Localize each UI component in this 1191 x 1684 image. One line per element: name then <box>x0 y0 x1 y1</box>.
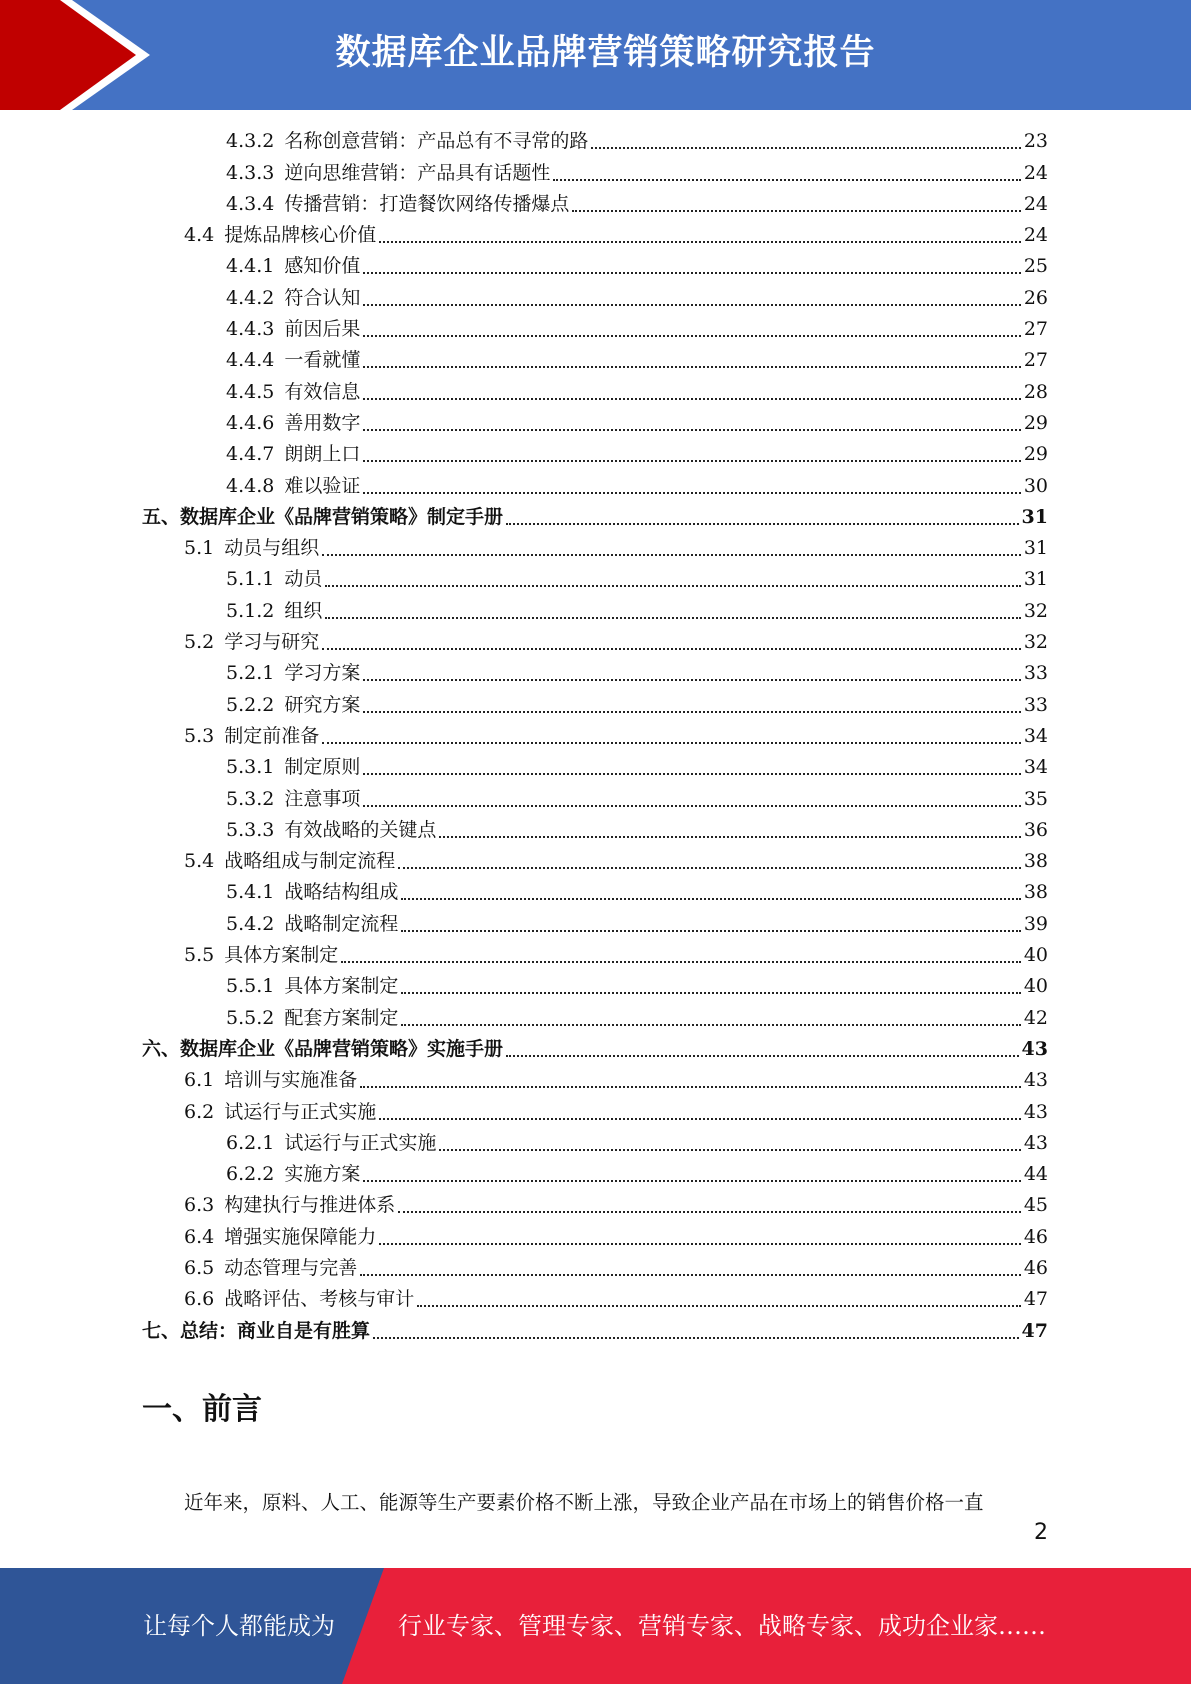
toc-entry-page: 33 <box>1023 662 1048 685</box>
toc-entry-page: 32 <box>1023 599 1048 622</box>
toc-entry[interactable] <box>142 1002 1048 1033</box>
toc-entry-label <box>226 752 360 783</box>
toc-entry-label <box>184 533 319 564</box>
toc-entry-number: 6.6 <box>184 1288 215 1311</box>
toc-leader-dots <box>591 147 1020 149</box>
toc-leader-dots <box>401 1024 1020 1026</box>
toc-entry-number: 5.1.1 <box>226 568 275 591</box>
toc-entry-text: 传播营销：打造餐饮网络传播爆点 <box>284 192 570 215</box>
toc-entry-number: 4.4 <box>184 224 215 247</box>
toc-entry[interactable] <box>142 1315 1048 1346</box>
toc-entry-label <box>184 1222 376 1253</box>
toc-entry[interactable] <box>142 1128 1048 1159</box>
toc-leader-dots <box>398 867 1021 869</box>
toc-entry[interactable] <box>142 815 1048 846</box>
toc-entry[interactable] <box>142 282 1048 313</box>
toc-entry-label <box>226 690 360 721</box>
toc-leader-dots <box>363 366 1020 368</box>
toc-leader-dots <box>360 1086 1021 1088</box>
toc-leader-dots <box>379 1118 1021 1120</box>
toc-entry-label <box>226 377 360 408</box>
toc-leader-dots <box>363 492 1020 494</box>
toc-entry-page: 31 <box>1023 568 1048 591</box>
toc-leader-dots <box>322 554 1021 556</box>
report-title: 数据库企业品牌营销策略研究报告 <box>335 33 876 73</box>
toc-entry-page: 43 <box>1021 1037 1048 1060</box>
toc-entry-number: 4.4.7 <box>226 443 275 466</box>
toc-entry-label <box>226 877 398 908</box>
toc-entry[interactable] <box>142 658 1048 689</box>
toc-entry-number: 6.2.1 <box>226 1131 275 1154</box>
toc-entry-label <box>226 1159 360 1190</box>
toc-entry-page: 47 <box>1021 1319 1048 1342</box>
toc-entry-label <box>226 314 360 345</box>
toc-entry-page: 33 <box>1023 693 1048 716</box>
toc-leader-dots <box>401 898 1020 900</box>
toc-entry-text: 增强实施保障能力 <box>224 1225 377 1248</box>
toc-entry-page: 28 <box>1023 380 1048 403</box>
toc-entry-text: 朗朗上口 <box>284 443 361 466</box>
toc-entry-page: 39 <box>1023 912 1048 935</box>
toc-entry-text: 逆向思维营销：产品具有话题性 <box>284 161 551 184</box>
toc-entry-number: 4.3.3 <box>226 161 275 184</box>
toc-entry-page: 40 <box>1023 975 1048 998</box>
toc-entry-text: 名称创意营销：产品总有不寻常的路 <box>284 130 589 153</box>
toc-entry-label <box>226 189 569 220</box>
table-of-contents <box>142 126 1048 1347</box>
toc-entry-text: 学习方案 <box>284 662 361 685</box>
toc-entry[interactable] <box>142 1253 1048 1284</box>
toc-entry[interactable] <box>142 408 1048 439</box>
toc-entry[interactable] <box>142 752 1048 783</box>
page-footer <box>0 1568 1191 1684</box>
toc-entry-number: 4.4.2 <box>226 286 275 309</box>
toc-entry-page: 31 <box>1021 505 1048 528</box>
toc-entry-number: 4.4.4 <box>226 349 275 372</box>
toc-leader-dots <box>322 648 1021 650</box>
toc-entry-text: 感知价值 <box>284 255 361 278</box>
toc-entry-label <box>226 408 360 439</box>
toc-entry-label <box>142 1034 503 1065</box>
toc-entry-label <box>226 1003 398 1034</box>
toc-entry-label <box>226 815 436 846</box>
toc-entry[interactable] <box>142 470 1048 501</box>
toc-entry-page: 30 <box>1023 474 1048 497</box>
toc-entry-label <box>184 940 338 971</box>
toc-entry-number: 6.3 <box>184 1194 215 1217</box>
toc-entry[interactable] <box>142 971 1048 1002</box>
toc-entry-text: 善用数字 <box>284 411 361 434</box>
toc-entry-number: 5.4 <box>184 850 215 873</box>
toc-leader-dots <box>363 335 1020 337</box>
toc-leader-dots <box>363 460 1020 462</box>
toc-entry-label <box>184 846 395 877</box>
toc-entry-number: 5.3.1 <box>226 756 275 779</box>
toc-leader-dots <box>401 992 1020 994</box>
toc-entry[interactable] <box>142 1159 1048 1190</box>
toc-entry[interactable] <box>142 533 1048 564</box>
toc-entry-text: 组织 <box>284 599 323 622</box>
toc-entry-number: 5.4.1 <box>226 881 275 904</box>
toc-entry-number: 5.2.2 <box>226 693 275 716</box>
toc-entry-page: 24 <box>1023 161 1048 184</box>
toc-entry-label <box>184 1190 395 1221</box>
toc-entry-page: 35 <box>1023 787 1048 810</box>
toc-entry-page: 31 <box>1023 537 1048 560</box>
toc-entry[interactable] <box>142 846 1048 877</box>
toc-entry-text: 一看就懂 <box>284 349 361 372</box>
toc-entry-number: 4.4.1 <box>226 255 275 278</box>
toc-entry-page: 26 <box>1023 286 1048 309</box>
toc-entry-label <box>142 502 503 533</box>
toc-entry[interactable] <box>142 220 1048 251</box>
toc-entry-label <box>184 1284 414 1315</box>
toc-entry-text: 六、数据库企业《品牌营销策略》实施手册 <box>142 1037 504 1060</box>
toc-entry-label <box>184 1253 357 1284</box>
toc-entry-page: 40 <box>1023 944 1048 967</box>
toc-entry[interactable] <box>142 627 1048 658</box>
toc-entry-page: 24 <box>1023 192 1048 215</box>
toc-leader-dots <box>379 241 1021 243</box>
toc-leader-dots <box>325 585 1020 587</box>
toc-entry-text: 动员 <box>284 568 323 591</box>
toc-entry-text: 前因后果 <box>284 318 361 341</box>
toc-entry-label <box>184 721 319 752</box>
toc-entry-number: 4.4.5 <box>226 380 275 403</box>
toc-entry-page: 44 <box>1023 1163 1048 1186</box>
toc-entry[interactable] <box>142 1190 1048 1221</box>
toc-entry-page: 34 <box>1023 756 1048 779</box>
toc-entry[interactable] <box>142 189 1048 220</box>
toc-leader-dots <box>439 836 1020 838</box>
toc-leader-dots <box>439 1149 1020 1151</box>
toc-entry-text: 动态管理与完善 <box>224 1256 358 1279</box>
toc-entry-text: 符合认知 <box>284 286 361 309</box>
toc-leader-dots <box>401 930 1020 932</box>
toc-entry-number: 6.1 <box>184 1069 215 1092</box>
toc-entry-number: 5.5.1 <box>226 975 275 998</box>
toc-entry-text: 战略制定流程 <box>284 912 399 935</box>
toc-entry-text: 构建执行与推进体系 <box>224 1194 396 1217</box>
toc-entry[interactable] <box>142 502 1048 533</box>
toc-entry[interactable] <box>142 376 1048 407</box>
toc-entry-page: 27 <box>1023 349 1048 372</box>
toc-leader-dots <box>363 429 1020 431</box>
toc-entry-number: 5.5 <box>184 944 215 967</box>
toc-entry-text: 五、数据库企业《品牌营销策略》制定手册 <box>142 505 504 528</box>
toc-entry-label <box>184 1065 357 1096</box>
toc-entry-page: 46 <box>1023 1225 1048 1248</box>
body-paragraph: 近年来，原料、人工、能源等生产要素价格不断上涨，导致企业产品在市场上的销售价格一直 <box>184 1491 984 1514</box>
toc-entry[interactable] <box>142 595 1048 626</box>
toc-entry-number: 4.4.3 <box>226 318 275 341</box>
toc-entry[interactable] <box>142 1065 1048 1096</box>
toc-entry-text: 难以验证 <box>284 474 361 497</box>
toc-entry[interactable] <box>142 689 1048 720</box>
toc-entry-page: 29 <box>1023 443 1048 466</box>
toc-entry[interactable] <box>142 783 1048 814</box>
toc-entry-page: 25 <box>1023 255 1048 278</box>
toc-entry-text: 制定前准备 <box>224 724 320 747</box>
toc-entry[interactable] <box>142 157 1048 188</box>
toc-entry-text: 研究方案 <box>284 693 361 716</box>
footer-slogan-right: 行业专家、管理专家、营销专家、战略专家、成功企业家…… <box>398 1612 1046 1640</box>
toc-entry[interactable] <box>142 877 1048 908</box>
toc-entry-page: 29 <box>1023 411 1048 434</box>
toc-leader-dots <box>363 679 1020 681</box>
toc-entry-number: 6.2.2 <box>226 1163 275 1186</box>
toc-entry-text: 试运行与正式实施 <box>224 1100 377 1123</box>
toc-entry[interactable] <box>142 1284 1048 1315</box>
toc-entry[interactable] <box>142 721 1048 752</box>
toc-leader-dots <box>379 1243 1021 1245</box>
toc-entry-number: 4.3.4 <box>226 192 275 215</box>
toc-entry-text: 动员与组织 <box>224 537 320 560</box>
toc-entry-label <box>226 126 588 157</box>
toc-entry-text: 七、总结：商业自是有胜算 <box>142 1319 371 1342</box>
toc-entry-label <box>226 283 360 314</box>
toc-entry-page: 43 <box>1023 1100 1048 1123</box>
toc-leader-dots <box>553 179 1020 181</box>
toc-entry-text: 有效战略的关键点 <box>284 818 437 841</box>
toc-leader-dots <box>506 1055 1019 1057</box>
toc-entry-label <box>226 439 360 470</box>
toc-entry-text: 提炼品牌核心价值 <box>224 224 377 247</box>
toc-entry[interactable] <box>142 908 1048 939</box>
toc-leader-dots <box>363 711 1020 713</box>
toc-entry[interactable] <box>142 345 1048 376</box>
toc-entry-label <box>226 658 360 689</box>
toc-entry-text: 实施方案 <box>284 1163 361 1186</box>
toc-entry-label <box>184 1097 376 1128</box>
toc-leader-dots <box>341 961 1021 963</box>
toc-entry-page: 32 <box>1023 631 1048 654</box>
toc-leader-dots <box>322 742 1021 744</box>
toc-entry-number: 5.5.2 <box>226 1006 275 1029</box>
toc-entry-number: 4.3.2 <box>226 130 275 153</box>
toc-entry-number: 6.4 <box>184 1225 215 1248</box>
toc-entry-label <box>226 345 360 376</box>
toc-entry-text: 战略结构组成 <box>284 881 399 904</box>
toc-entry-text: 试运行与正式实施 <box>284 1131 437 1154</box>
toc-leader-dots <box>363 304 1020 306</box>
toc-entry-text: 配套方案制定 <box>284 1006 399 1029</box>
toc-leader-dots <box>506 523 1019 525</box>
toc-entry-label <box>226 596 322 627</box>
toc-entry-label <box>142 1316 370 1347</box>
page-number: 2 <box>1034 1520 1048 1545</box>
toc-entry-text: 具体方案制定 <box>224 944 339 967</box>
toc-entry-page: 42 <box>1023 1006 1048 1029</box>
toc-entry-page: 43 <box>1023 1069 1048 1092</box>
toc-entry-label <box>226 971 398 1002</box>
toc-entry-number: 5.4.2 <box>226 912 275 935</box>
toc-entry-label <box>226 909 398 940</box>
toc-entry-page: 38 <box>1023 850 1048 873</box>
toc-entry-text: 制定原则 <box>284 756 361 779</box>
toc-leader-dots <box>363 398 1020 400</box>
toc-leader-dots <box>572 210 1020 212</box>
toc-leader-dots <box>363 272 1020 274</box>
toc-entry-text: 战略评估、考核与审计 <box>224 1288 415 1311</box>
toc-entry-number: 4.4.8 <box>226 474 275 497</box>
toc-entry-number: 5.3.2 <box>226 787 275 810</box>
toc-entry-number: 5.3 <box>184 724 215 747</box>
toc-entry[interactable] <box>142 1221 1048 1252</box>
toc-leader-dots <box>325 617 1020 619</box>
toc-entry-page: 38 <box>1023 881 1048 904</box>
section-heading: 一、前言 <box>142 1392 262 1427</box>
toc-entry-label <box>226 471 360 502</box>
toc-leader-dots <box>363 773 1020 775</box>
toc-entry-page: 36 <box>1023 818 1048 841</box>
toc-entry-page: 34 <box>1023 724 1048 747</box>
toc-entry-number: 6.2 <box>184 1100 215 1123</box>
toc-entry-page: 43 <box>1023 1131 1048 1154</box>
toc-entry-text: 战略组成与制定流程 <box>224 850 396 873</box>
toc-entry-page: 45 <box>1023 1194 1048 1217</box>
toc-entry[interactable] <box>142 439 1048 470</box>
toc-entry-number: 6.5 <box>184 1256 215 1279</box>
toc-entry-page: 23 <box>1023 130 1048 153</box>
toc-entry-number: 5.1.2 <box>226 599 275 622</box>
toc-entry-page: 24 <box>1023 224 1048 247</box>
page-header <box>0 0 1191 110</box>
toc-entry[interactable] <box>142 314 1048 345</box>
toc-leader-dots <box>360 1274 1021 1276</box>
toc-entry-text: 注意事项 <box>284 787 361 810</box>
toc-entry-label <box>226 1128 436 1159</box>
toc-entry-label <box>184 220 376 251</box>
toc-entry-label <box>226 158 550 189</box>
toc-entry-page: 46 <box>1023 1256 1048 1279</box>
toc-entry-text: 培训与实施准备 <box>224 1069 358 1092</box>
toc-entry-label <box>184 627 319 658</box>
toc-leader-dots <box>417 1305 1021 1307</box>
toc-entry-number: 5.3.3 <box>226 818 275 841</box>
toc-entry-number: 4.4.6 <box>226 411 275 434</box>
toc-entry-label <box>226 251 360 282</box>
toc-entry-text: 有效信息 <box>284 380 361 403</box>
toc-entry[interactable] <box>142 1096 1048 1127</box>
toc-entry[interactable] <box>142 1034 1048 1065</box>
footer-slogan-left: 让每个人都能成为 <box>143 1612 335 1640</box>
toc-entry-number: 5.2.1 <box>226 662 275 685</box>
toc-entry-page: 47 <box>1023 1288 1048 1311</box>
toc-entry[interactable] <box>142 940 1048 971</box>
toc-leader-dots <box>363 1180 1020 1182</box>
toc-leader-dots <box>398 1211 1021 1213</box>
toc-entry-label <box>226 784 360 815</box>
toc-entry-text: 具体方案制定 <box>284 975 399 998</box>
toc-entry[interactable] <box>142 126 1048 157</box>
toc-leader-dots <box>373 1337 1019 1339</box>
toc-entry-text: 学习与研究 <box>224 631 320 654</box>
toc-entry[interactable] <box>142 564 1048 595</box>
toc-entry-label <box>226 564 322 595</box>
toc-entry-number: 5.1 <box>184 537 215 560</box>
toc-entry[interactable] <box>142 251 1048 282</box>
toc-entry-page: 27 <box>1023 318 1048 341</box>
toc-entry-number: 5.2 <box>184 631 215 654</box>
toc-leader-dots <box>363 805 1020 807</box>
